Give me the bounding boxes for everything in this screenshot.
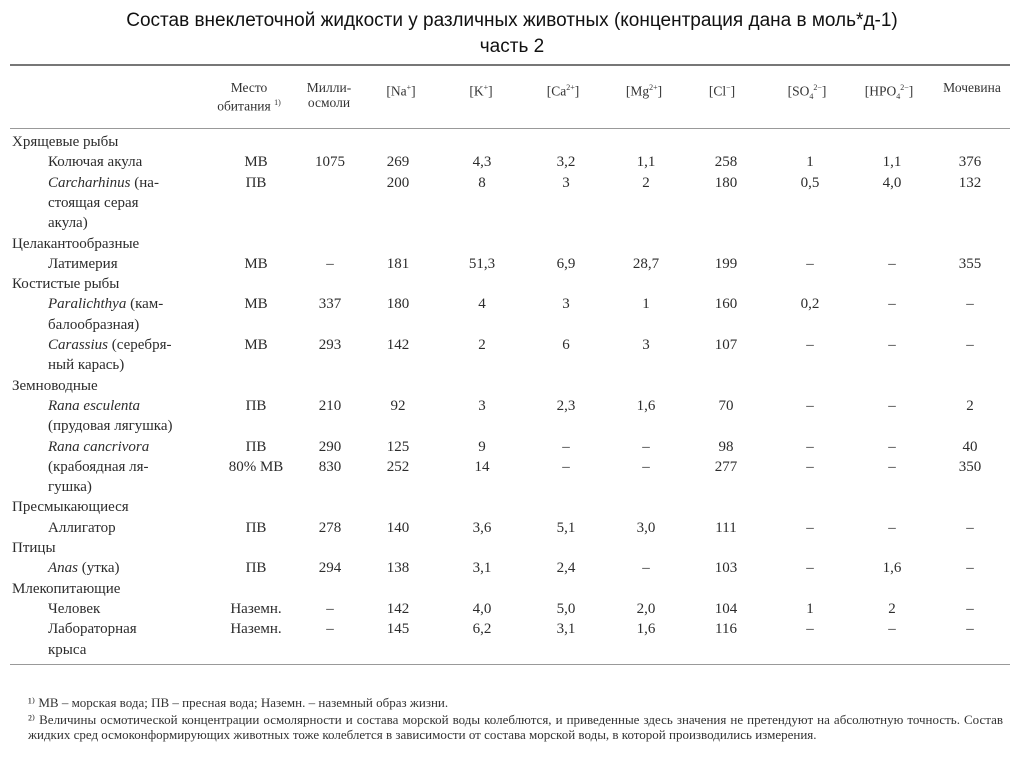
table-cell: 160 (714, 296, 738, 313)
table-cell: 9 (478, 438, 486, 455)
table-cell: 6,9 (556, 255, 576, 272)
row-name-text: Anas (48, 560, 78, 577)
table-cell: 199 (714, 255, 738, 272)
table-cell: 3,0 (636, 519, 656, 536)
table-group-heading (12, 376, 98, 396)
table-row-name (48, 396, 140, 416)
row-name-text: Лабораторная (48, 621, 137, 638)
row-name-text: Хрящевые рыбы (12, 134, 119, 150)
row-name-suffix: (кам- (126, 296, 164, 313)
row-name-text: Пресмыкающиеся (12, 499, 129, 516)
table-row-name (48, 518, 116, 538)
table-cell: – (806, 458, 814, 475)
header-na: [Na+] (386, 83, 416, 99)
table-row-name (48, 213, 88, 233)
table-cell: – (966, 296, 974, 313)
table-cell: ПВ (245, 438, 267, 455)
row-name-suffix: (серебря- (108, 337, 172, 353)
table-cell: – (642, 560, 650, 577)
row-name-text: балообразная) (48, 316, 140, 333)
table-cell: 138 (386, 560, 410, 577)
row-name-text: Млекопитающие (12, 580, 121, 597)
table-cell: 269 (386, 154, 410, 171)
table-cell: 290 (318, 438, 342, 455)
row-name-text: Птицы (12, 540, 56, 556)
table-row-name (48, 335, 171, 355)
bottom-rule (10, 664, 1010, 665)
row-name-text: Колючая акула (48, 154, 143, 171)
table-group-heading (12, 497, 129, 517)
table-cell: ПВ (245, 519, 267, 536)
table-cell: – (888, 519, 896, 536)
row-name-text: Латимерия (48, 255, 118, 272)
table-cell: ПВ (245, 560, 267, 577)
table-cell: – (326, 255, 334, 272)
table-cell: – (806, 337, 814, 353)
table-cell: ПВ (245, 174, 267, 191)
table-cell: 1075 (315, 154, 345, 171)
row-name-text: Rana cancrivora (48, 438, 150, 455)
table-cell: – (966, 600, 974, 617)
table-cell: 28,7 (632, 255, 660, 272)
header-k: [K+] (469, 83, 493, 99)
table-cell: – (966, 519, 974, 536)
row-name-text: Аллигатор (48, 519, 116, 536)
table-cell: 180 (714, 174, 738, 191)
table-cell: 1,1 (882, 154, 902, 171)
table-cell: 277 (714, 458, 738, 475)
table-cell: 111 (715, 519, 737, 536)
table-cell: 200 (386, 174, 410, 191)
row-name-text: Carcharhinus (48, 174, 131, 191)
table-cell: – (326, 621, 334, 638)
table-cell: – (966, 337, 974, 353)
table-cell: 116 (715, 621, 737, 638)
header-so4: $[SO_4^{2-}]$ (787, 83, 827, 102)
table-cell: 142 (386, 337, 410, 353)
table-cell: 2 (642, 174, 650, 191)
table-cell: 3 (562, 174, 570, 191)
table-cell: 1,6 (882, 560, 902, 577)
table-cell: – (642, 458, 650, 475)
table-cell: 181 (386, 255, 410, 272)
table-cell: 140 (386, 519, 410, 536)
table-group-heading (12, 579, 120, 599)
table-cell: – (642, 438, 650, 455)
row-name-suffix: (на- (130, 174, 159, 191)
table-cell: 350 (958, 458, 982, 475)
table-cell: – (806, 438, 814, 455)
table-cell: 4,3 (472, 154, 492, 171)
table-cell: 51,3 (468, 255, 496, 272)
table-cell: 4,0 (472, 600, 492, 617)
row-name-suffix: (утка) (78, 560, 120, 577)
table-cell: – (888, 438, 896, 455)
table-row-name (48, 599, 100, 619)
table-row-name (48, 355, 124, 375)
table-cell: 294 (318, 560, 342, 577)
page-title (0, 8, 1024, 60)
table-cell: 0,5 (800, 174, 820, 191)
table-cell: – (806, 621, 814, 638)
table-cell: – (888, 621, 896, 638)
table-cell: 2 (888, 600, 896, 617)
table-cell: 6,2 (472, 621, 492, 638)
table-cell: – (888, 458, 896, 475)
table-cell: ПВ (245, 397, 267, 414)
header-rule (10, 128, 1010, 129)
table-cell: 337 (318, 296, 342, 313)
table-cell: 278 (318, 519, 342, 536)
row-name-text: Целакантообразные (12, 235, 140, 252)
table-cell: 5,1 (556, 519, 576, 536)
table-row-name (48, 173, 159, 193)
table-cell: – (888, 296, 896, 313)
table-cell: 98 (718, 438, 734, 455)
table-cell: 1,1 (636, 154, 656, 171)
table-cell: 6 (562, 337, 570, 353)
row-name-text: Земноводные (12, 377, 98, 394)
header-osmolality: Милли- осмоли (306, 80, 352, 110)
table-cell: – (806, 560, 814, 577)
table-cell: 293 (318, 337, 342, 353)
table-cell: 3 (642, 337, 650, 353)
table-row-name (48, 640, 86, 660)
row-name-text: (прудовая лягушка) (48, 418, 173, 435)
table-cell: 142 (386, 600, 410, 617)
table-cell: 1,6 (636, 621, 656, 638)
footnote-2: ²⁾ Величины осмотической концентрации осмолярности и состава морской воды колеблются, и приведенные здесь значения не претендуют на абсолютную точность. Состав жидких сред осмоконформирующих животных тоже колеблется в зависимости от состава морской воды, в которой производились измерения. (28, 712, 1003, 742)
table-cell: 1,6 (636, 397, 656, 414)
table-cell: 210 (318, 397, 342, 414)
table-cell: – (806, 519, 814, 536)
table-row-name (48, 558, 120, 578)
table-group-heading (12, 538, 56, 558)
row-name-text: крыса (48, 641, 87, 658)
table-cell: 70 (718, 397, 734, 414)
header-habitat: Место обитания $^{1)}$ (217, 80, 281, 114)
table-cell: 4 (478, 296, 486, 313)
header-ca: $[Ca^{2+}]$ (546, 83, 580, 99)
top-rule (10, 64, 1010, 66)
table-cell: 3,6 (472, 519, 492, 536)
table-row-name (48, 152, 142, 172)
table-cell: 5,0 (556, 600, 576, 617)
table-cell: – (562, 438, 570, 455)
table-cell: – (888, 397, 896, 414)
table-cell: 125 (386, 438, 410, 455)
table-row-name (48, 477, 92, 497)
table-group-heading (12, 132, 118, 152)
table-cell: 104 (714, 600, 738, 617)
table-cell: – (888, 255, 896, 272)
table-cell: – (888, 337, 896, 353)
table-cell: 132 (958, 174, 982, 191)
table-cell: 355 (958, 255, 982, 272)
table-cell: – (806, 255, 814, 272)
table-cell: МВ (244, 296, 268, 313)
row-name-text: ный карась) (48, 357, 125, 374)
footnote-1: ¹⁾ МВ – морская вода; ПВ – пресная вода; Наземн. – наземный образ жизни. (28, 695, 449, 710)
table-cell: 252 (386, 458, 410, 475)
row-name-text: акула) (48, 215, 88, 232)
title-line-2: часть 2 (479, 36, 545, 57)
table-cell: 258 (714, 154, 738, 171)
header-hpo4: $[HPO_4^{2-}]$ (864, 83, 914, 102)
table-cell: 80% МВ (228, 458, 284, 475)
table-cell: 107 (714, 337, 738, 353)
table-row-name (48, 315, 139, 335)
table-cell: 1 (806, 154, 814, 171)
header-urea: Мочевина (943, 80, 1001, 95)
table-cell: 0,2 (800, 296, 820, 313)
table-group-heading (12, 274, 119, 294)
table-row-name (48, 437, 149, 457)
table-cell: 103 (714, 560, 738, 577)
table-cell: 2 (478, 337, 486, 353)
table-cell: 3 (562, 296, 570, 313)
table-cell: 2,3 (556, 397, 576, 414)
table-cell: МВ (244, 337, 268, 353)
title-line-1: Состав внеклеточной жидкости у различных животных (концентрация дана в моль*д-1) (126, 10, 898, 31)
table-cell: 14 (474, 458, 490, 475)
row-name-text: Человек (48, 600, 101, 617)
table-cell: 145 (386, 621, 410, 638)
table-cell: 1 (642, 296, 650, 313)
table-row-name (48, 254, 118, 274)
table-cell: 92 (390, 397, 406, 414)
table-cell: 3 (478, 397, 486, 414)
table-cell: – (326, 600, 334, 617)
table-cell: 3,1 (472, 560, 492, 577)
table-row-name (48, 619, 137, 639)
row-name-text: Костистые рыбы (12, 276, 120, 293)
row-name-text: Rana esculenta (48, 397, 141, 414)
table-cell: 830 (318, 458, 342, 475)
row-name-text: Carassius (48, 337, 109, 353)
row-name-text: Paralichthya (48, 296, 127, 313)
table-cell: 1 (806, 600, 814, 617)
table-group-heading (12, 234, 139, 254)
table-cell: 2 (966, 397, 974, 414)
table-cell: – (562, 458, 570, 475)
table-cell: 3,1 (556, 621, 576, 638)
row-name-text: (крабоядная ля- (48, 458, 149, 475)
table-cell: 4,0 (882, 174, 902, 191)
table-row-name (48, 416, 173, 436)
table-row-name (48, 457, 149, 477)
table-cell: 3,2 (556, 154, 576, 171)
table-cell: 8 (478, 174, 486, 191)
table-cell: МВ (244, 154, 268, 171)
table-cell: – (966, 621, 974, 638)
table-cell: 40 (962, 438, 978, 455)
table-cell: – (966, 560, 974, 577)
table-row-name (48, 294, 163, 314)
row-name-text: стоящая серая (48, 194, 139, 211)
table-cell: Наземн. (230, 621, 282, 638)
row-name-text: гушка) (48, 479, 92, 496)
table-cell: 2,0 (636, 600, 656, 617)
table-cell: 376 (958, 154, 982, 171)
table-cell: – (806, 397, 814, 414)
header-mg: $[Mg^{2+}]$ (625, 83, 663, 99)
table-cell: Наземн. (230, 600, 282, 617)
table-row-name (48, 193, 139, 213)
table-cell: 180 (386, 296, 410, 313)
table-cell: МВ (244, 255, 268, 272)
table-cell: 2,4 (556, 560, 576, 577)
header-cl: [Cl−] (708, 83, 736, 99)
